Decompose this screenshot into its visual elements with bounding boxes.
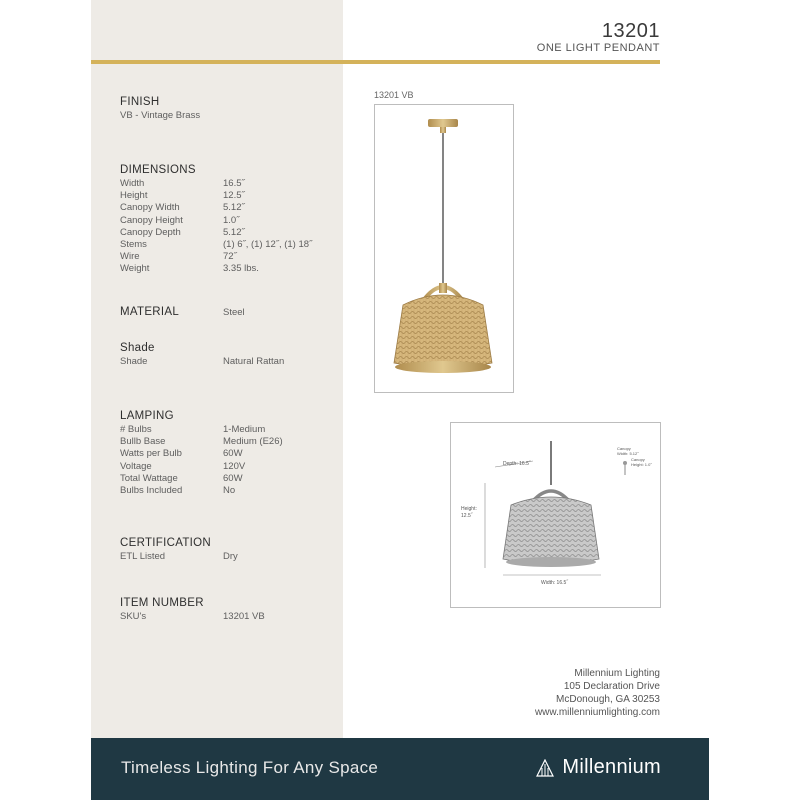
dimension-key: Stems — [120, 239, 147, 251]
material-row — [120, 306, 330, 318]
certification-value: Dry — [223, 551, 238, 562]
dimension-key: Height — [120, 190, 148, 202]
canopy-width-label: Canopy — [617, 446, 631, 451]
width-label: Width: 16.5˝ — [541, 580, 568, 586]
item-number-section — [120, 597, 330, 623]
lamping-section — [120, 410, 330, 497]
lamping-key: Bulbs Included — [120, 485, 183, 497]
city-state-zip: McDonough, GA 30253 — [556, 694, 660, 705]
material-value: Steel — [223, 307, 245, 318]
dimension-key: Canopy Width — [120, 202, 180, 214]
diagram-illustration — [451, 423, 660, 607]
dimension-row — [120, 251, 330, 263]
product-photo — [374, 104, 514, 393]
dimension-row — [120, 178, 330, 190]
dimension-value: 12.5˝ — [223, 190, 245, 202]
header-divider — [91, 60, 660, 64]
dimension-key: Wire — [120, 251, 140, 263]
finish-value: VB - Vintage Brass — [120, 110, 201, 121]
company-address — [535, 667, 660, 719]
lamping-row — [120, 473, 330, 485]
dimension-key: Canopy Depth — [120, 226, 181, 238]
dimensions-title: DIMENSIONS — [120, 164, 196, 176]
dimension-row — [120, 215, 330, 227]
brand-logo — [536, 756, 661, 779]
lamping-value: 60W — [223, 472, 243, 484]
dimension-value: 16.5˝ — [223, 178, 245, 189]
lamping-key: Bullb Base — [120, 436, 166, 448]
dimension-key: Canopy Height — [120, 214, 183, 226]
pendant-illustration — [375, 105, 513, 392]
canopy-shape — [428, 119, 458, 127]
lamping-row — [120, 436, 330, 448]
certification-title: CERTIFICATION — [120, 537, 212, 549]
dimension-value: 5.12˝ — [223, 202, 245, 214]
lamping-row — [120, 461, 330, 473]
lamping-row — [120, 448, 330, 460]
dimension-value: 72˝ — [223, 251, 237, 263]
dimension-row — [120, 190, 330, 202]
model-number: 13201 — [601, 20, 660, 42]
dimension-key: Width — [120, 178, 145, 189]
finish-section — [120, 96, 330, 122]
website-link[interactable]: www.millenniumlighting.com — [534, 707, 660, 718]
millennium-logo-icon — [536, 759, 554, 777]
sku-key: SKU's — [120, 611, 147, 622]
canopy-width-value: Width: 5.12˝ — [617, 451, 639, 456]
lamping-value: Medium (E26) — [223, 436, 283, 448]
canopy-height-value: Height: 1.0˝ — [631, 462, 652, 467]
material-title: MATERIAL — [120, 306, 180, 318]
lamping-title: LAMPING — [120, 410, 174, 422]
dimension-value: (1) 6˝, (1) 12˝, (1) 18˝ — [223, 239, 313, 251]
dimension-value: 5.12˝ — [223, 226, 245, 238]
certification-key: ETL Listed — [120, 551, 166, 562]
dimension-row — [120, 239, 330, 251]
shade-title: Shade — [120, 342, 155, 354]
lamping-key: Voltage — [120, 460, 152, 472]
tagline: Timeless Lighting For Any Space — [121, 758, 379, 777]
lamping-row — [120, 424, 330, 436]
canopy-height-label: Canopy — [631, 457, 645, 462]
dimension-value: 3.35 lbs. — [223, 263, 259, 275]
product-type: ONE LIGHT PENDANT — [536, 42, 660, 54]
street-address: 105 Declaration Drive — [563, 681, 660, 692]
dimension-value: 1.0˝ — [223, 214, 240, 226]
dimension-row — [120, 227, 330, 239]
company-name: Millennium Lighting — [574, 668, 660, 679]
dimension-diagram — [450, 422, 661, 608]
footer-banner — [91, 738, 709, 800]
shade-rim-shape — [395, 361, 491, 373]
dimension-row — [120, 202, 330, 214]
lamping-value: 120V — [223, 460, 246, 472]
shade-value: Natural Rattan — [223, 356, 285, 367]
height-label: Height: — [461, 506, 477, 512]
photo-label: 13201 VB — [374, 90, 414, 100]
finish-title: FINISH — [120, 96, 160, 108]
finish-value-row — [120, 110, 330, 122]
lamping-key: Total Wattage — [120, 472, 178, 484]
dimension-key: Weight — [120, 263, 150, 275]
dimension-row — [120, 263, 330, 275]
lamping-key: # Bulbs — [120, 424, 152, 435]
certification-row — [120, 551, 330, 563]
height-value: 12.5˝ — [461, 513, 473, 519]
brand-name: Millennium — [562, 756, 661, 778]
lamping-key: Watts per Bulb — [120, 448, 182, 460]
dimensions-section — [120, 164, 330, 276]
item-number-title: ITEM NUMBER — [120, 597, 204, 609]
depth-label: Depth: 16.5˝ — [503, 461, 531, 467]
lamping-value: 1-Medium — [223, 424, 266, 435]
shade-row — [120, 356, 330, 368]
lamping-value: 60W — [223, 448, 243, 460]
certification-section — [120, 537, 330, 563]
lamping-row — [120, 485, 330, 497]
item-number-row — [120, 611, 330, 623]
shade-section — [120, 342, 330, 368]
material-section — [120, 306, 330, 318]
shade-key: Shade — [120, 356, 148, 367]
lamping-value: No — [223, 485, 236, 497]
sku-value: 13201 VB — [223, 611, 265, 622]
rattan-shade-shape — [394, 295, 492, 368]
